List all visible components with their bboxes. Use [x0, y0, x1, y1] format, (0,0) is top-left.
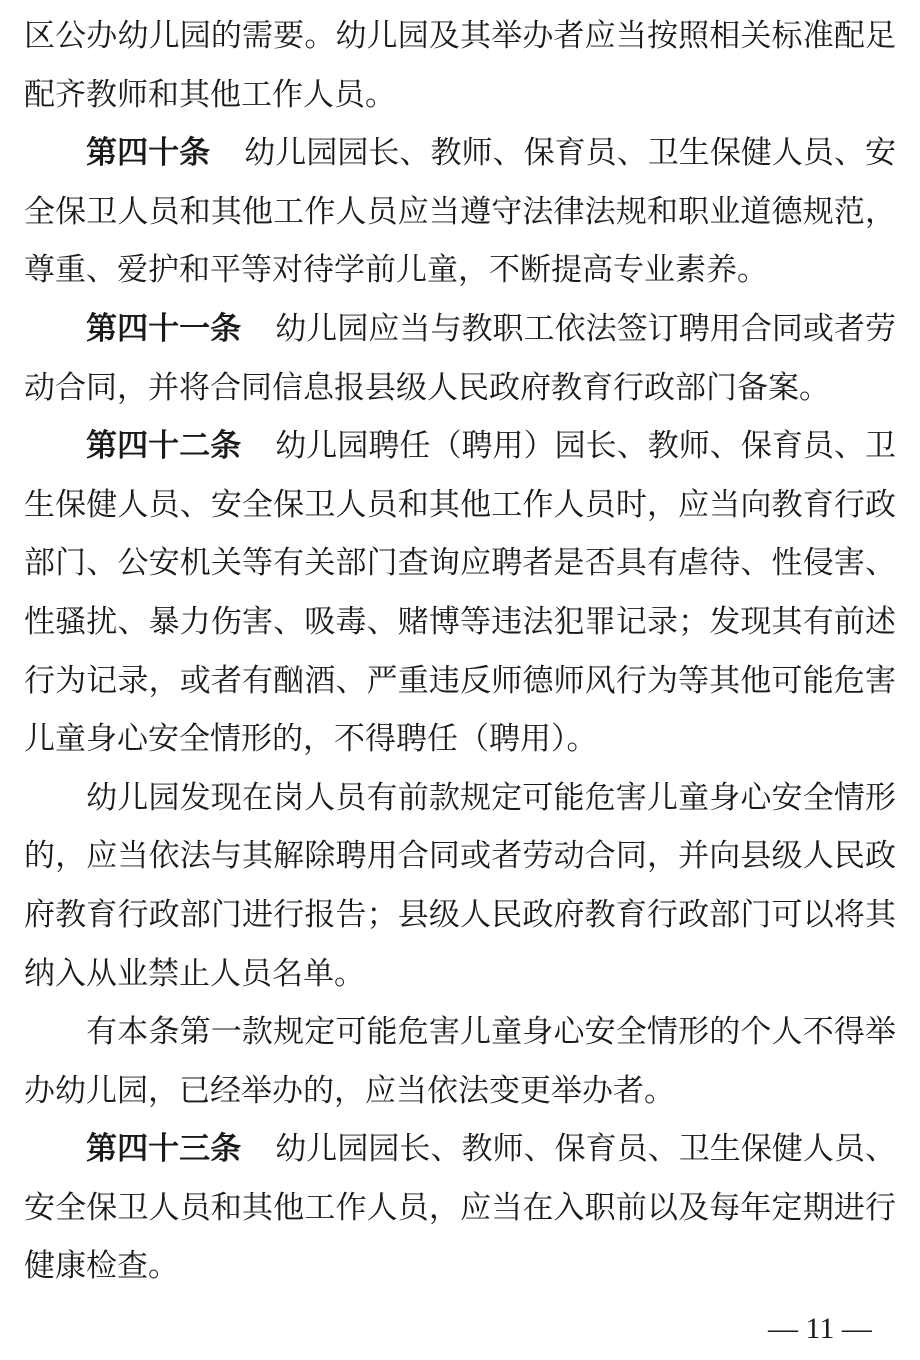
article-first-line [24, 124, 896, 183]
indented-first-line [24, 769, 896, 828]
article-first-line [24, 1120, 896, 1179]
text-line: 行为记录，或者有酗酒、严重违反师德师风行为等其他可能危害 [24, 662, 896, 699]
article-42-paragraph-2 [24, 769, 896, 1003]
text-segment: 幼儿园园长、教师、保育员、卫生保健人员、 [275, 1131, 897, 1168]
indented-first-line [24, 1003, 896, 1062]
text-segment: 幼儿园发现在岗人员有前款规定可能危害儿童身心安全情形 [86, 779, 896, 816]
article-heading: 第四十一条 [86, 310, 242, 347]
article-42 [24, 417, 896, 769]
article-40 [24, 124, 896, 300]
text-line: 性骚扰、暴力伤害、吸毒、赌博等违法犯罪记录；发现其有前述 [24, 603, 896, 640]
article-heading: 第四十条 [86, 135, 211, 172]
text-line: 安全保卫人员和其他工作人员，应当在入职前以及每年定期进行 [24, 1189, 896, 1226]
text-line: 尊重、爱护和平等对待学前儿童，不断提高专业素养。 [24, 252, 768, 289]
article-heading: 第四十二条 [86, 428, 242, 465]
text-line: 的，应当依法与其解除聘用合同或者劳动合同，并向县级人民政 [24, 838, 896, 875]
text-line: 配齐教师和其他工作人员。 [24, 76, 396, 113]
text-segment: 幼儿园聘任（聘用）园长、教师、保育员、卫 [275, 428, 897, 465]
article-heading: 第四十三条 [86, 1131, 242, 1168]
text-line: 儿童身心安全情形的，不得聘任（聘用）。 [24, 721, 598, 758]
article-41 [24, 300, 896, 417]
text-line: 区公办幼儿园的需要。幼儿园及其举办者应当按照相关标准配足 [24, 18, 896, 54]
text-segment: 幼儿园园长、教师、保育员、卫生保健人员、安 [244, 135, 897, 172]
text-segment: 有本条第一款规定可能危害儿童身心安全情形的个人不得举 [86, 1014, 896, 1051]
text-line: 生保健人员、安全保卫人员和其他工作人员时，应当向教育行政 [24, 486, 896, 523]
article-first-line [24, 300, 896, 359]
paragraph-continuation [24, 7, 896, 124]
text-line: 府教育行政部门进行报告；县级人民政府教育行政部门可以将其 [24, 896, 896, 933]
page-number: — 11 — [768, 1312, 872, 1345]
text-line: 部门、公安机关等有关部门查询应聘者是否具有虐待、性侵害、 [24, 545, 896, 582]
text-line: 全保卫人员和其他工作人员应当遵守法律法规和职业道德规范， [24, 193, 896, 230]
text-line: 办幼儿园，已经举办的，应当依法变更举办者。 [24, 1072, 675, 1109]
text-line: 纳入从业禁止人员名单。 [24, 955, 365, 992]
article-43 [24, 1120, 896, 1296]
article-first-line [24, 417, 896, 476]
article-42-paragraph-3 [24, 1003, 896, 1120]
text-line: 健康检查。 [24, 1248, 179, 1285]
text-line: 动合同，并将合同信息报县级人民政府教育行政部门备案。 [24, 369, 830, 406]
text-segment: 幼儿园应当与教职工依法签订聘用合同或者劳 [275, 310, 897, 347]
document-page [24, 7, 896, 1296]
